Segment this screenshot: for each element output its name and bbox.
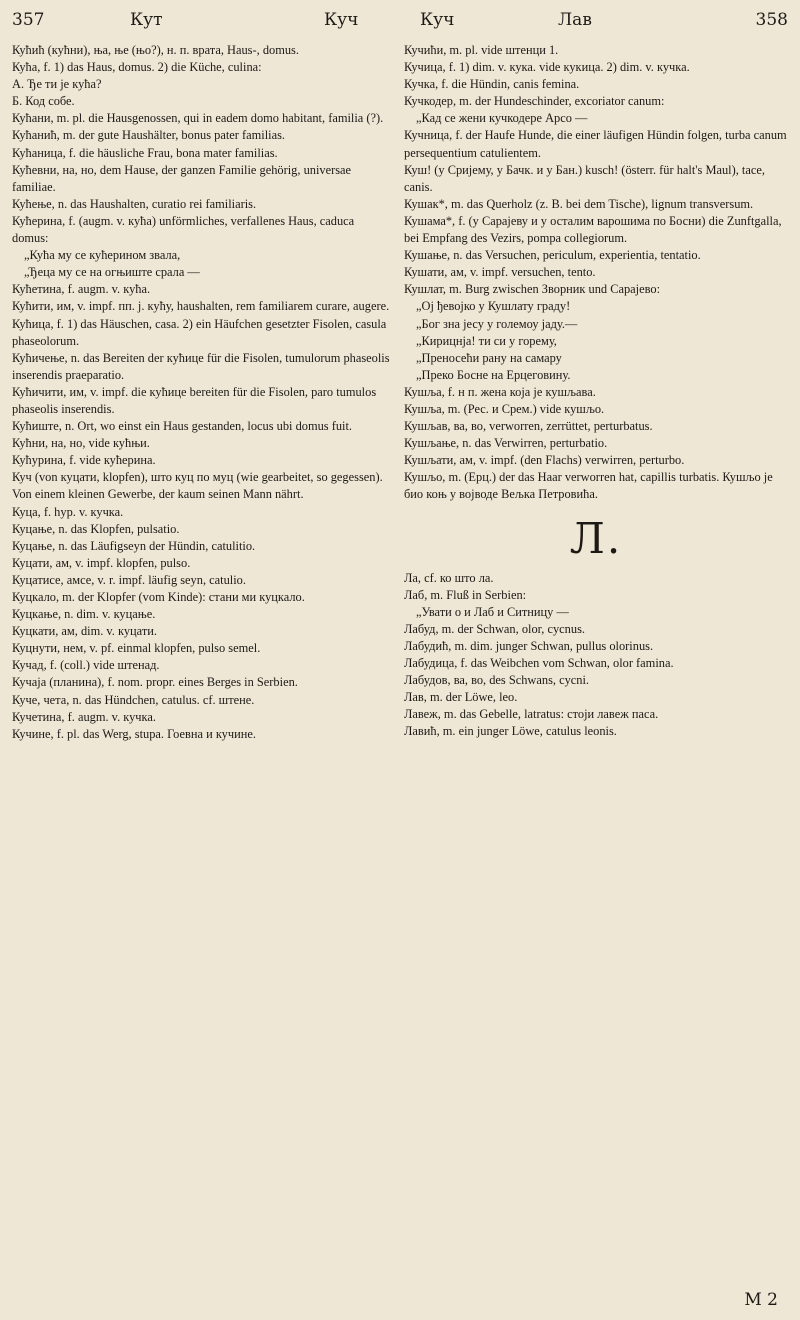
dictionary-entry: „Кад се жени кучкодере Арсо — xyxy=(416,111,588,126)
dictionary-entry: Ла, cf. ко што ла. xyxy=(404,570,494,585)
dictionary-entry: Кућни, на, но, vide кућњи. xyxy=(12,436,150,451)
dictionary-entry: Кучине, f. pl. das Werg, stupa. Гоевна и кучине. xyxy=(12,726,256,741)
dictionary-entry: Лаб, m. Fluß in Serbien: xyxy=(404,587,527,602)
right-column xyxy=(404,42,788,1306)
dictionary-entry: Кућица, f. 1) das Häuschen, casa. 2) ein Häufchen gesetzter Fisolen, casula phaseolorum. xyxy=(12,316,387,348)
dictionary-entry: Кућичити, им, v. impf. die кућице bereiten für die Fisolen, paro tumulos phaseolis inserendis. xyxy=(12,384,377,416)
dictionary-entry: Лавић, m. ein junger Löwe, catulus leonis. xyxy=(404,724,617,739)
section-letter-heading: Л. xyxy=(569,513,623,563)
dictionary-entry: Куца, f. hyp. v. кучка. xyxy=(12,504,124,519)
right-page-number: 358 xyxy=(755,10,788,30)
dictionary-entry: Кућевни, на, но, dem Hause, der ganzen Familie gehörig, universae familiae. xyxy=(12,162,352,194)
dictionary-entry: „Кућа му се кућерином звала, xyxy=(24,248,181,263)
dictionary-entry: Кучка, f. die Hündin, canis femina. xyxy=(404,77,580,92)
right-guide-word-first: Куч xyxy=(420,10,455,30)
dictionary-entry: Куч (von куцати, klopfen), што куц по муц (wie gearbeitet, so gegessen). Von einem kleinen Gewerbe, der kaum seinen Mann nährt. xyxy=(12,470,383,502)
right-column-entries xyxy=(404,42,788,504)
dictionary-entry: Лабудица, f. das Weibchen vom Schwan, olor famina. xyxy=(404,656,674,670)
dictionary-entry: Кучкодер, m. der Hundeschinder, excoriator canum: xyxy=(404,94,665,109)
dictionary-entry: Куш! (у Сријему, у Бачк. и у Бан.) kusch! (österr. für halt's Maul), tace, canis. xyxy=(404,162,765,194)
left-column xyxy=(12,42,390,1306)
dictionary-entry: „Ој ђевојко у Кушлату граду! xyxy=(416,299,571,314)
dictionary-entry: Кућиште, n. Ort, wo einst ein Haus gestanden, locus ubi domus fuit. xyxy=(12,419,353,434)
dictionary-entry: Кушљање, n. das Verwirren, perturbatio. xyxy=(404,436,608,451)
dictionary-entry: Кушама*, f. (у Сарајеву и у осталим варошима по Босни) die Zunftgalla, bei Empfang des Vezirs, pompa collegiorum. xyxy=(404,213,782,246)
dictionary-entry: Лавеж, m. das Gebelle, latratus: стоји лавеж паса. xyxy=(404,707,659,722)
dictionary-entry: Лабудов, ва, во, des Schwans, cycni. xyxy=(404,673,590,688)
dictionary-entry: А. Ђе ти је кућа? xyxy=(12,77,102,92)
dictionary-entry: Кушљати, ам, v. impf. (den Flachs) verwirren, perturbo. xyxy=(404,453,685,468)
dictionary-entry: Куцање, n. das Klopfen, pulsatio. xyxy=(12,521,180,536)
dictionary-entry: Лабуд, m. der Schwan, olor, cycnus. xyxy=(404,621,585,636)
dictionary-entry: Кућење, n. das Haushalten, curatio rei familiaris. xyxy=(12,196,257,211)
left-guide-word-first: Кут xyxy=(130,10,163,30)
dictionary-entry: Кућић (кућни), ња, ње (њо?), н. п. врата, Haus-, domus. xyxy=(12,43,299,57)
dictionary-entry: „Преко Босне на Ерцеговину. xyxy=(416,367,571,382)
dictionary-entry: „Ђеца му се на огњиште срала — xyxy=(24,265,200,280)
dictionary-entry: Кушак*, m. das Querholz (z. B. bei dem Tische), lignum transversum. xyxy=(404,196,754,211)
dictionary-entry: Кућа, f. 1) das Haus, domus. 2) die Küche, culina: xyxy=(12,60,262,75)
dictionary-entry: Куцати, ам, v. impf. klopfen, pulso. xyxy=(12,555,191,570)
dictionary-entry: Кучница, f. der Haufe Hunde, die einer läufigen Hündin folgen, turba canum persequentium catulientem. xyxy=(404,128,787,160)
dictionary-entry: „Увати о и Лаб и Ситницу — xyxy=(416,604,569,619)
dictionary-entry: Кушати, ам, v. impf. versuchen, tento. xyxy=(404,265,596,280)
left-page-number: 357 xyxy=(12,10,45,30)
dictionary-entry: Лав, m. der Löwe, leo. xyxy=(404,690,518,705)
dictionary-entry: Кушљо, m. (Ерц.) der das Haar verworren hat, capillis turbatis. Кушљо је био коњ у војводе Вељка Петровића. xyxy=(404,470,773,502)
running-header xyxy=(12,6,788,42)
dictionary-entry: Кучад, f. (coll.) vide штенад. xyxy=(12,658,160,673)
dictionary-entry: Кушља, m. (Рес. и Срем.) vide кушљо. xyxy=(404,401,605,416)
dictionary-entry: Куцнути, нем, v. pf. einmal klopfen, pulso semel. xyxy=(12,641,261,656)
dictionary-entry: Кучаја (планина), f. nom. propr. eines Berges in Serbien. xyxy=(12,675,298,690)
right-guide-word-last: Лав xyxy=(558,10,592,30)
dictionary-entry: Куцкати, ам, dim. v. куцати. xyxy=(12,624,157,639)
dictionary-entry: Куцатисе, амсе, v. r. impf. läufig seyn, catulio. xyxy=(12,572,246,587)
dictionary-entry: Куче, чета, n. das Hündchen, catulus. cf. штене. xyxy=(12,692,255,707)
dictionary-entry: „Преносећи рану на самару xyxy=(416,350,562,365)
dictionary-entry: „Бог зна јесу у големоу јаду.— xyxy=(416,316,578,331)
dictionary-entry: Кућани, m. pl. die Hausgenossen, qui in eadem domo habitant, familia (?). xyxy=(12,111,384,126)
dictionary-entry: Кушлат, m. Burg zwischen Зворник und Сарајево: xyxy=(404,282,661,297)
dictionary-entry: Кушљав, ва, во, verworren, zerrüttet, perturbatus. xyxy=(404,419,653,434)
dictionary-entry: Кушање, n. das Versuchen, periculum, experientia, tentatio. xyxy=(404,248,701,263)
right-column-entries-l xyxy=(404,570,788,741)
signature-mark: M 2 xyxy=(744,1290,778,1310)
dictionary-entry: Куцкање, n. dim. v. куцање. xyxy=(12,607,156,622)
dictionary-entry: Куцање, n. das Läufigseyn der Hündin, catulitio. xyxy=(12,538,256,553)
dictionary-entry: „Кирицнја! ти си у горему, xyxy=(416,333,557,348)
dictionary-entry: Кућити, им, v. impf. пп. j. кућу, haushalten, rem familiarem curare, augere. xyxy=(12,299,390,314)
dictionary-entry: Б. Код собе. xyxy=(12,94,75,109)
dictionary-entry: Лабудић, m. dim. junger Schwan, pullus olorinus. xyxy=(404,638,654,653)
dictionary-entry: Кућерина, f. (augm. v. кућа) unförmliches, verfallenes Haus, caduca domus: xyxy=(12,213,355,246)
dictionary-entry: Кућаница, f. die häusliche Frau, bona mater familias. xyxy=(12,145,278,160)
dictionary-entry: Кућурина, f. vide кућерина. xyxy=(12,453,156,468)
dictionary-entry: Куцкало, m. der Klopfer (vom Kinde): стани ми куцкало. xyxy=(12,590,305,604)
dictionary-entry: Кушља, f. н п. жена која је кушљава. xyxy=(404,384,596,399)
dictionary-entry: Кућичење, n. das Bereiten der кућице für die Fisolen, tumulorum phaseolis inserendis praeparatio. xyxy=(12,350,390,382)
dictionary-entry: Кућанић, m. der gute Haushälter, bonus pater familias. xyxy=(12,128,285,143)
left-guide-word-last: Куч xyxy=(324,10,359,30)
dictionary-entry: Кућетина, f. augm. v. кућа. xyxy=(12,282,151,297)
dictionary-entry: Кучићи, m. pl. vide штенци 1. xyxy=(404,43,559,57)
dictionary-entry: Кучетина, f. augm. v. кучка. xyxy=(12,709,156,724)
dictionary-entry: Кучица, f. 1) dim. v. кука. vide кукица. 2) dim. v. кучка. xyxy=(404,60,690,75)
